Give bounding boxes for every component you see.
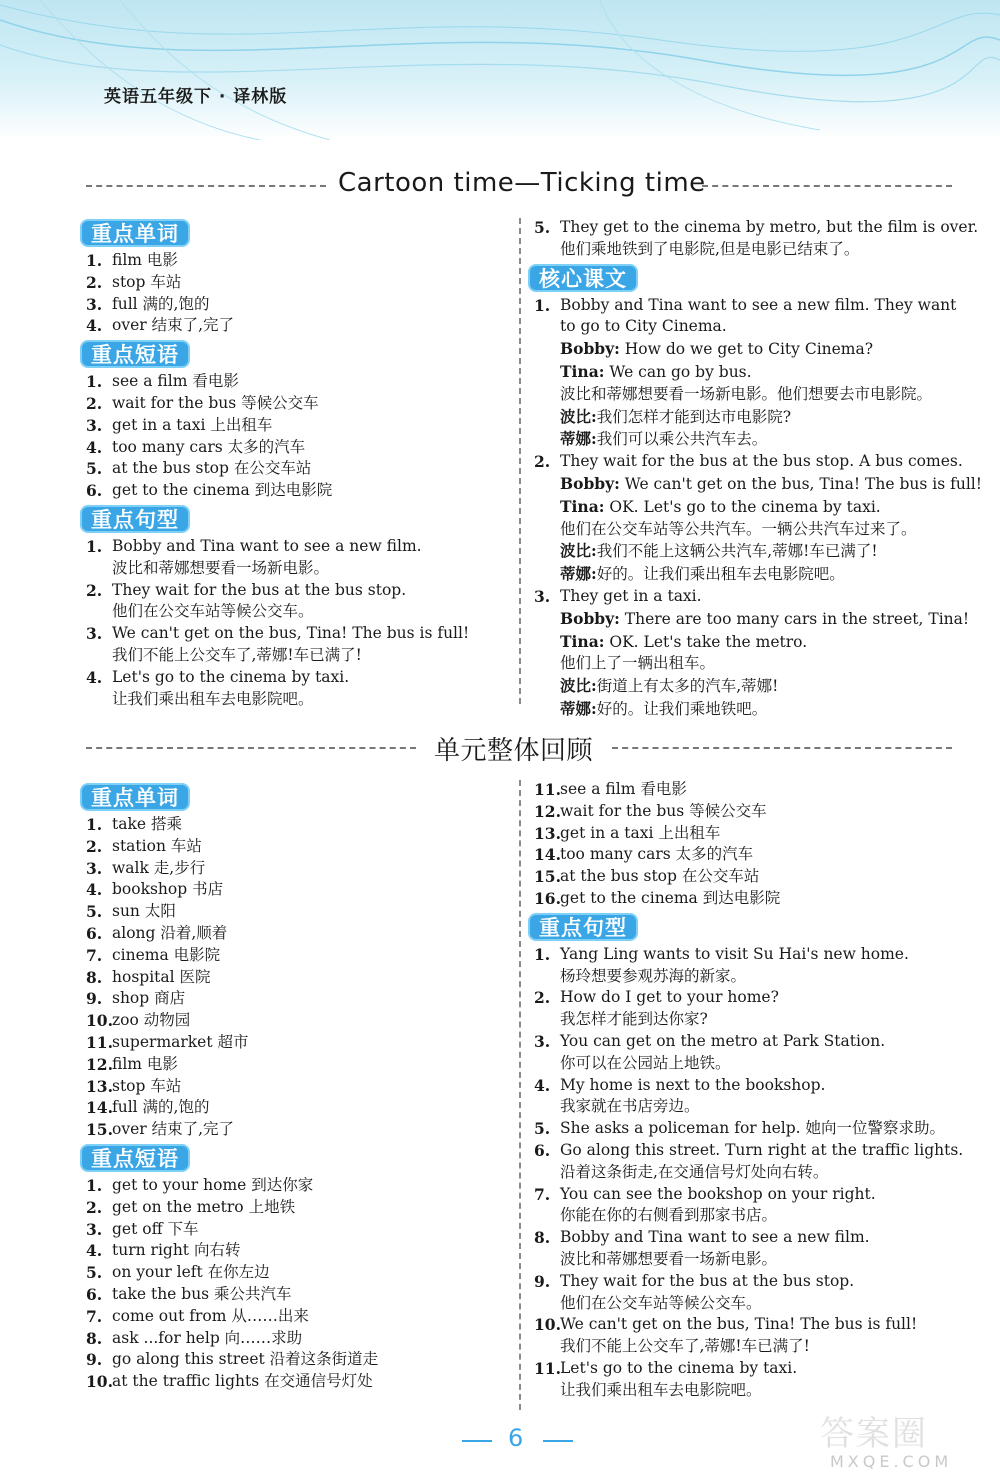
- heading-dash-left: [86, 747, 416, 749]
- list-item: 10. zoo 动物园: [86, 1011, 191, 1031]
- list-item: 4. over 结束了,完了: [86, 316, 235, 336]
- heading-dash-right: [702, 185, 952, 187]
- list-item: 1. Yang Ling wants to visit Su Hai's new home. 杨玲想要参观苏海的新家。: [534, 944, 909, 985]
- section2-right-column: [534, 779, 964, 1402]
- speaker-label: 蒂娜:: [560, 698, 597, 718]
- speaker-label: 波比:: [560, 676, 597, 696]
- text-line: Bobby and Tina want to see a new film. They want: [560, 295, 957, 314]
- list-item: 2. wait for the bus 等候公交车: [86, 393, 319, 413]
- section-title: 单元整体回顾: [434, 736, 594, 766]
- list-item: 7. You can see the bookshop on your right. 你能在你的右侧看到那家书店。: [534, 1184, 876, 1225]
- list-item: 3. get off 下车: [86, 1219, 199, 1239]
- list-item: 3. We can't get on the bus, Tina! The bus is full! 我们不能上公交车了,蒂娜!车已满了!: [86, 624, 470, 664]
- badge-key-sentences: 重点句型: [80, 505, 190, 533]
- list-item: 1. get to your home 到达你家: [86, 1175, 314, 1195]
- book-title: 英语五年级下 · 译林版: [104, 87, 288, 107]
- text-line: 蒂娜:我们可以乘公共汽车去。: [560, 429, 768, 449]
- header-decoration-icon: [0, 0, 1000, 140]
- heading-dash-right: [612, 747, 952, 749]
- key-phrases-list: [86, 371, 511, 502]
- key-phrases-list-continued: [534, 779, 964, 910]
- list-item: 1. Bobby and Tina want to see a new film. 波比和蒂娜想要看一场新电影。: [86, 536, 422, 577]
- badge-core-text: 核心课文: [528, 264, 638, 292]
- speaker-label: Bobby:: [560, 473, 620, 493]
- key-phrases-list: [86, 1175, 511, 1393]
- column-divider: [519, 780, 521, 1410]
- list-item: 4. Let's go to the cinema by taxi. 让我们乘出租车去电影院吧。: [86, 667, 350, 708]
- text-line: Bobby: We can't get on the bus, Tina! The bus is full!: [560, 473, 982, 493]
- list-item: 7. come out from 从……出来: [86, 1306, 309, 1326]
- list-item: 9. They wait for the bus at the bus stop. 他们在公交车站等候公交车。: [534, 1271, 855, 1312]
- text-line: They wait for the bus at the bus stop. A bus comes.: [560, 452, 963, 471]
- watermark-site: MXQE.COM: [830, 1452, 953, 1471]
- speaker-label: Tina:: [560, 496, 605, 516]
- list-item: 13. stop 车站: [86, 1076, 182, 1096]
- key-sentences-list: [534, 944, 964, 1402]
- list-item: 16. get to the cinema 到达电影院: [534, 888, 781, 908]
- text-line: 蒂娜:好的。让我们乘出租车去电影院吧。: [560, 564, 845, 584]
- badge-key-phrases: 重点短语: [80, 340, 190, 368]
- list-item: 5. She asks a policeman for help. 她向一位警察求助。: [534, 1119, 946, 1139]
- speaker-label: Bobby:: [560, 339, 620, 359]
- speaker-label: 波比:: [560, 541, 597, 561]
- badge-key-sentences: 重点句型: [528, 913, 638, 941]
- key-words-list: [86, 814, 511, 1141]
- list-item: 8. hospital 医院: [86, 967, 211, 987]
- text-line: Tina: OK. Let's take the metro.: [560, 631, 808, 651]
- list-item: 15. at the bus stop 在公交车站: [534, 867, 760, 887]
- text-line: Bobby: There are too many cars in the street, Tina!: [560, 608, 970, 628]
- list-item: 1. film 电影: [86, 251, 178, 270]
- text-line: 波比:我们怎样才能到达市电影院?: [560, 406, 792, 426]
- speaker-label: 蒂娜:: [560, 564, 597, 584]
- list-item: 9. shop 商店: [86, 989, 186, 1009]
- list-item: 6. along 沿着,顺着: [86, 923, 228, 943]
- list-item: 5. They get to the cinema by metro, but the film is over. 他们乘地铁到了电影院,但是电影已结束了。: [534, 218, 979, 258]
- section-heading-cartoon-time: [86, 168, 952, 204]
- text-line: to go to City Cinema.: [560, 317, 727, 336]
- list-item: 8. Bobby and Tina want to see a new film. 波比和蒂娜想要看一场新电影。: [534, 1228, 870, 1268]
- list-item: 2. stop 车站: [86, 272, 182, 292]
- text-line: 他们在公交车站等公共汽车。一辆公共汽车过来了。: [560, 519, 917, 538]
- core-text-list: [534, 295, 982, 721]
- list-item: 5. at the bus stop 在公交车站: [86, 459, 312, 479]
- badge-key-phrases: 重点短语: [80, 1144, 190, 1172]
- list-item: 5. on your left 在你左边: [86, 1263, 270, 1283]
- key-sentences-list: [86, 536, 511, 710]
- list-item: 13. get in a taxi 上出租车: [534, 823, 721, 843]
- list-item: 4. bookshop 书店: [86, 880, 224, 900]
- text-paragraph: 2. They wait for the bus at the bus stop. A bus comes. Bobby: We can't get on the bus, Tina! The bus is full! Tina: OK. Let's go to the cinema by taxi. 他们在公交车站等公共汽车。一辆公共汽车过来了。 波比:我们不能上这辆公共汽车,蒂娜!车已满了! 蒂娜:好的。让我们乘出租车去电影院吧。: [534, 451, 964, 586]
- footer-rule-left: [462, 1440, 492, 1442]
- list-item: 2. get on the metro 上地铁: [86, 1197, 296, 1217]
- list-item: 3. You can get on the metro at Park Station. 你可以在公园站上地铁。: [534, 1031, 886, 1072]
- section-heading-unit-review: [86, 730, 952, 766]
- list-item: 12. film 电影: [86, 1054, 178, 1074]
- list-item: 5. sun 太阳: [86, 902, 176, 922]
- column-divider: [519, 218, 521, 704]
- list-item: 4. My home is next to the bookshop. 我家就在书店旁边。: [534, 1075, 826, 1116]
- speaker-label: 波比:: [560, 406, 597, 426]
- list-item: 6. get to the cinema 到达电影院: [86, 481, 333, 501]
- list-item: 15. over 结束了,完了: [86, 1120, 235, 1140]
- page-number: 6: [508, 1424, 524, 1452]
- watermark-logo: 答案圈: [820, 1414, 928, 1454]
- speaker-label: Bobby:: [560, 608, 620, 628]
- text-line: Tina: OK. Let's go to the cinema by taxi.: [560, 496, 881, 516]
- list-item: 2. How do I get to your home? 我怎样才能到达你家?: [534, 988, 779, 1029]
- list-item: 11. see a film 看电影: [534, 780, 687, 799]
- text-line: 蒂娜:好的。让我们乘地铁吧。: [560, 698, 768, 718]
- list-item: 14. too many cars 太多的汽车: [534, 845, 754, 865]
- section2-left-column: [86, 783, 511, 1393]
- text-line: Tina: We can go by bus.: [560, 361, 752, 381]
- list-item: 8. ask ...for help 向……求助: [86, 1328, 303, 1348]
- speaker-label: Tina:: [560, 631, 605, 651]
- list-item: 3. get in a taxi 上出租车: [86, 415, 273, 435]
- text-line: Bobby: How do we get to City Cinema?: [560, 339, 874, 359]
- text-paragraph: 3. They get in a taxi. Bobby: There are too many cars in the street, Tina! Tina: OK. Let's take the metro. 他们上了一辆出租车。 波比:街道上有太多的汽车,蒂娜! 蒂娜:好的。让我们乘地铁吧。: [534, 586, 964, 721]
- key-words-list: [86, 250, 511, 337]
- text-line: 他们上了一辆出租车。: [560, 654, 716, 673]
- list-item: 1. take 搭乘: [86, 815, 182, 834]
- text-paragraph: 1. Bobby and Tina want to see a new film. They want to go to City Cinema. Bobby: How do we get to City Cinema? Tina: We can go by bus. 波比和蒂娜想要看一场新电影。他们想要去市电影院。 波比:我们怎样才能到达市电影院? 蒂娜:我们可以乘公共汽车去。: [534, 295, 964, 452]
- text-line: 波比:我们不能上这辆公共汽车,蒂娜!车已满了!: [560, 541, 878, 561]
- list-item: 4. too many cars 太多的汽车: [86, 437, 306, 457]
- section1-left-column: [86, 219, 511, 710]
- text-line: They get in a taxi.: [560, 586, 702, 605]
- section1-right-column: [534, 217, 982, 721]
- section-title: Cartoon time—Ticking time: [338, 168, 706, 198]
- speaker-label: Tina:: [560, 361, 605, 381]
- text-line: 波比和蒂娜想要看一场新电影。他们想要去市电影院。: [560, 384, 933, 403]
- badge-key-words: 重点单词: [80, 783, 190, 811]
- page-header: [0, 0, 1000, 140]
- list-item: 2. They wait for the bus at the bus stop. 他们在公交车站等候公交车。: [86, 580, 407, 621]
- list-item: 11. Let's go to the cinema by taxi. 让我们乘出租车去电影院吧。: [534, 1358, 798, 1399]
- list-item: 6. take the bus 乘公共汽车: [86, 1284, 292, 1304]
- list-item: 14. full 满的,饱的: [86, 1098, 210, 1118]
- list-item: 6. Go along this street. Turn right at the traffic lights. 沿着这条街走,在交通信号灯处向右转。: [534, 1140, 964, 1181]
- list-item: 1. see a film 看电影: [86, 372, 239, 392]
- list-item: 9. go along this street 沿着这条街道走: [86, 1350, 379, 1370]
- speaker-label: 蒂娜:: [560, 429, 597, 449]
- footer-rule-right: [543, 1440, 573, 1442]
- heading-dash-left: [86, 185, 326, 187]
- badge-key-words: 重点单词: [80, 219, 190, 247]
- list-item: 3. full 满的,饱的: [86, 294, 210, 314]
- list-item: 4. turn right 向右转: [86, 1241, 241, 1261]
- list-item: 10. We can't get on the bus, Tina! The bus is full! 我们不能上公交车了,蒂娜!车已满了!: [534, 1315, 918, 1356]
- list-item: 12. wait for the bus 等候公交车: [534, 801, 767, 821]
- watermark: [810, 1400, 1000, 1479]
- list-item: 2. station 车站: [86, 836, 202, 856]
- list-item: 7. cinema 电影院: [86, 945, 221, 965]
- list-item: 3. walk 走,步行: [86, 858, 206, 878]
- list-item: 10. at the traffic lights 在交通信号灯处: [86, 1372, 373, 1392]
- text-line: 波比:街道上有太多的汽车,蒂娜!: [560, 676, 779, 696]
- list-item: 11. supermarket 超市: [86, 1032, 249, 1052]
